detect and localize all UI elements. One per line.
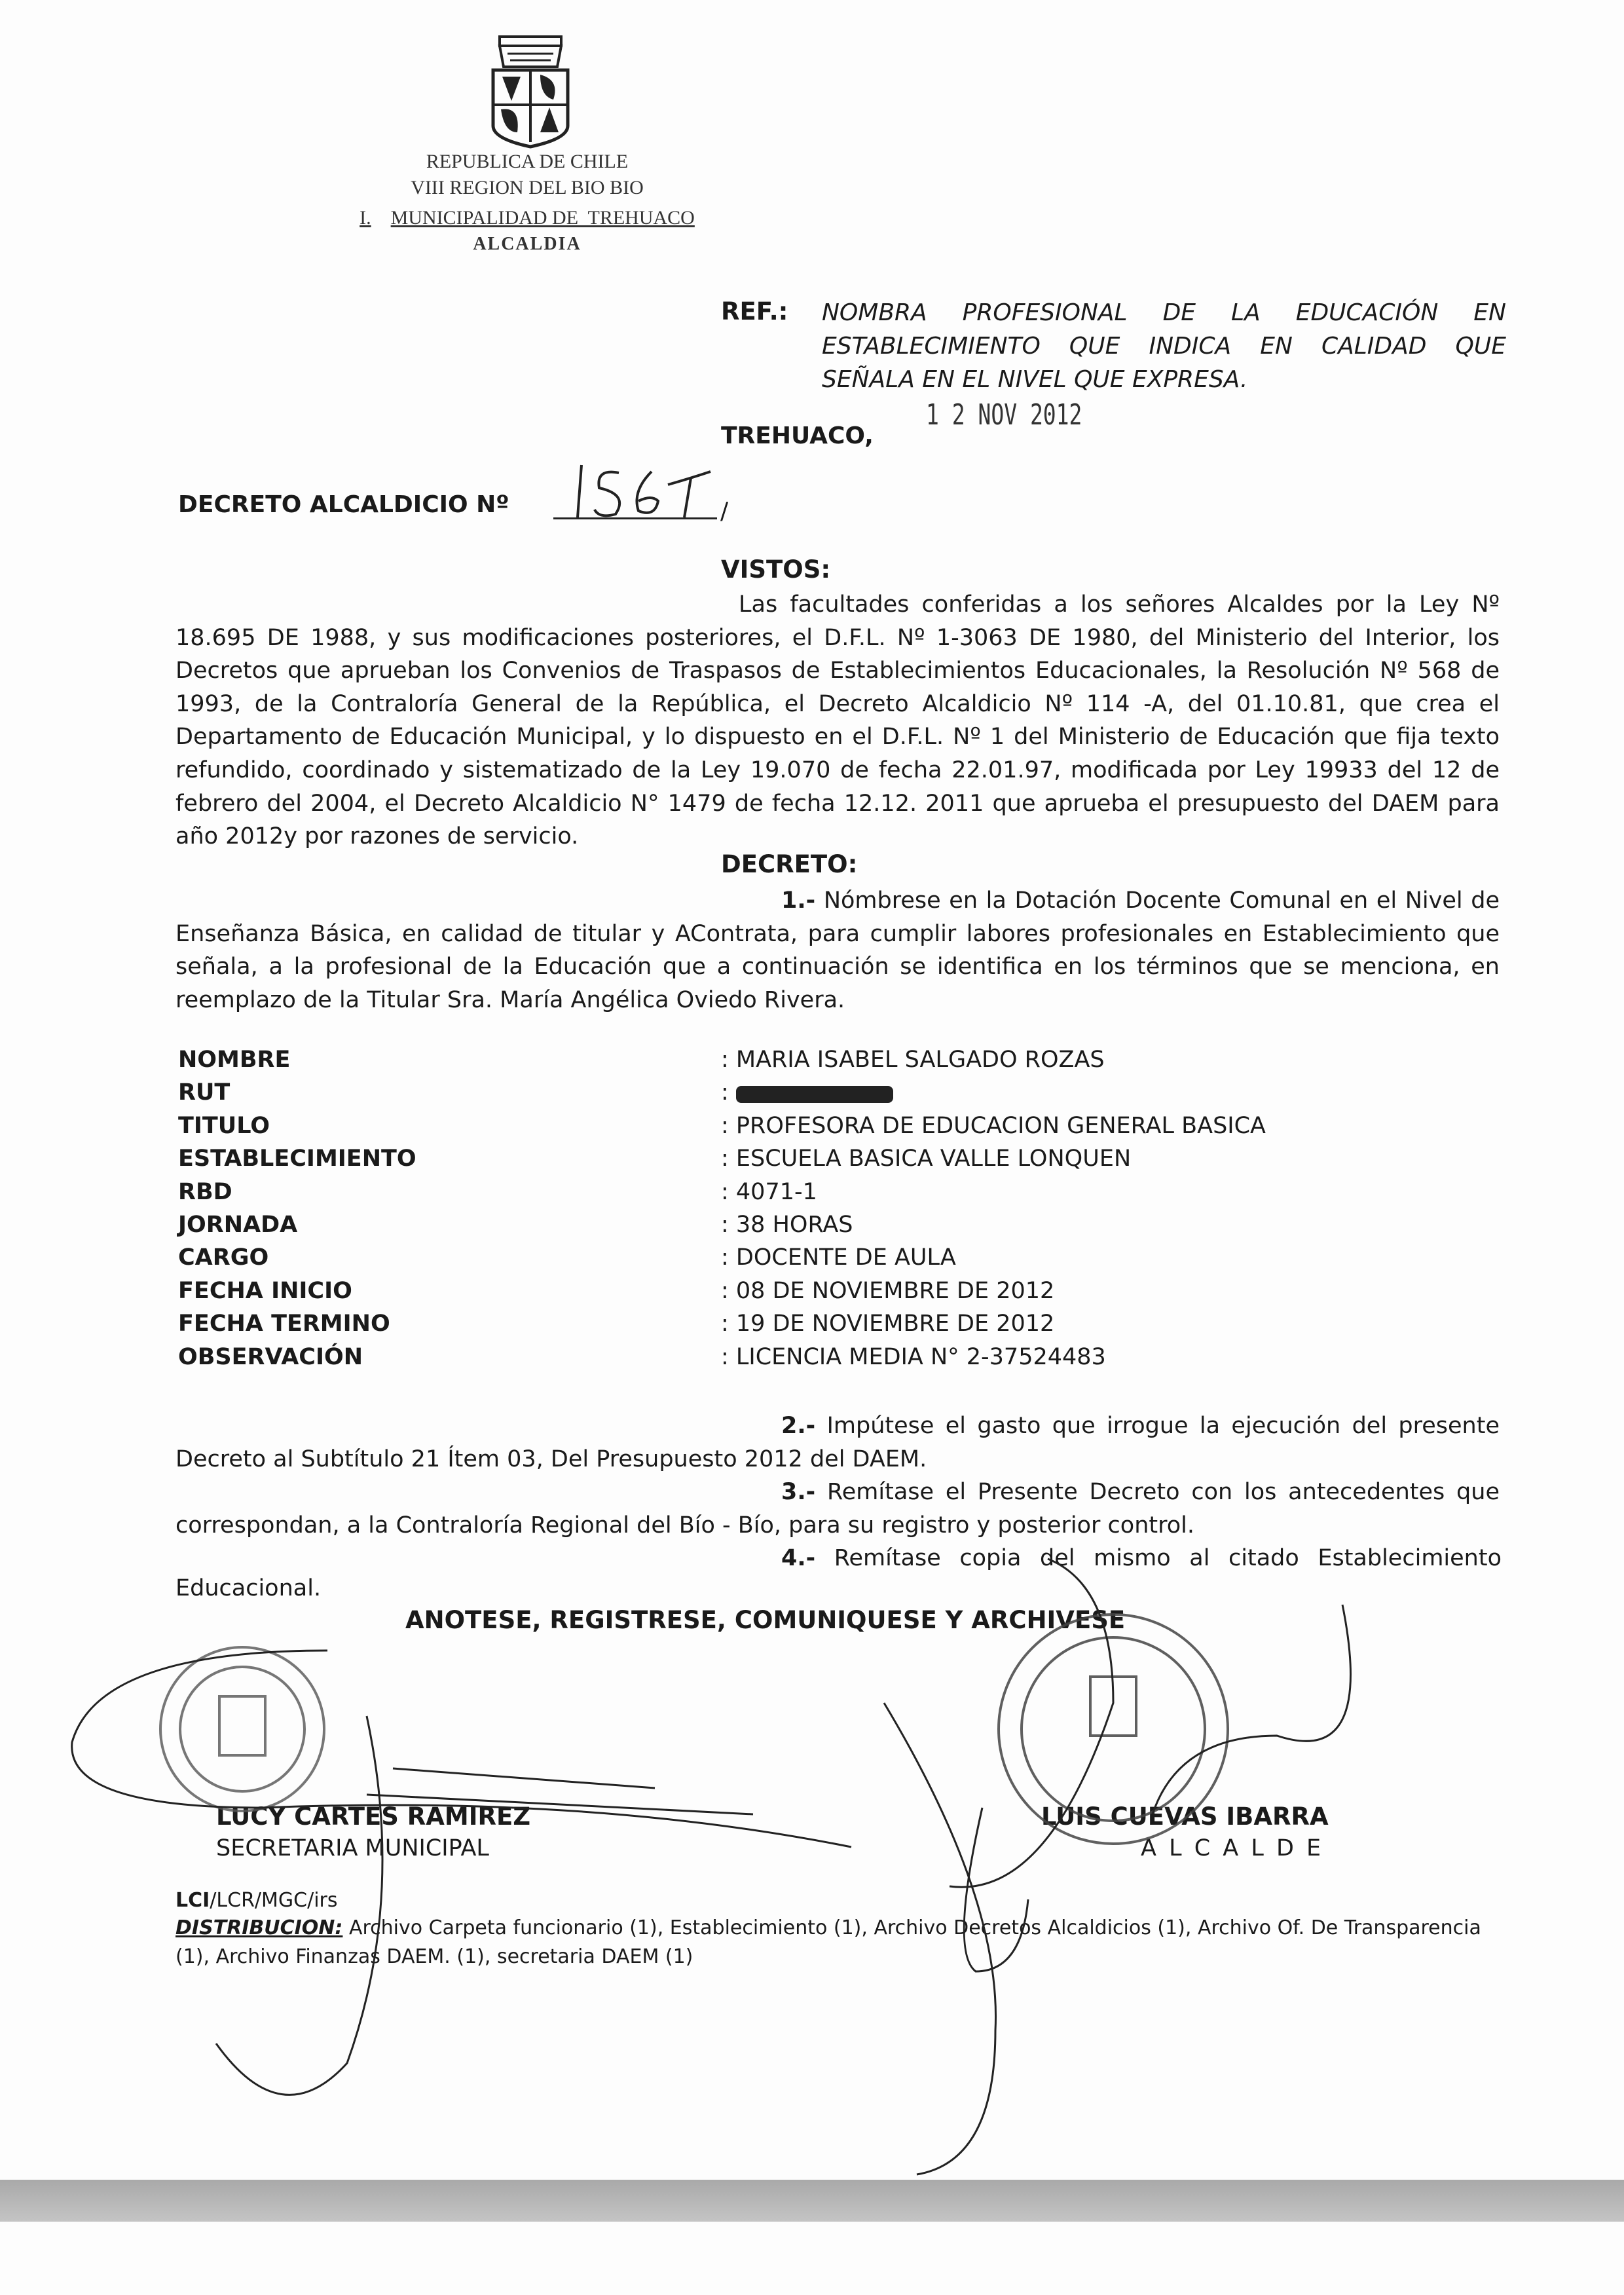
detail-row	[178, 1179, 1553, 1212]
header-municipality-name: MUNICIPALIDAD DE TREHUACO	[390, 207, 695, 229]
header-republic: REPUBLICA DE CHILE	[426, 151, 629, 172]
header-alcaldia: ALCALDIA	[473, 234, 581, 254]
secretary-signature	[72, 1651, 851, 2095]
detail-value: : DOCENTE DE AULA	[721, 1244, 956, 1271]
detail-value: : 08 DE NOVIEMBRE DE 2012	[721, 1277, 1055, 1304]
decreto-item-1	[175, 884, 1500, 1017]
detail-label: TITULO	[178, 1112, 270, 1139]
mayor-name: LUIS CUEVAS IBARRA	[1041, 1802, 1329, 1831]
ref-label: REF.:	[721, 297, 788, 326]
detail-value: : 38 HORAS	[721, 1212, 853, 1238]
header-municipality	[331, 207, 724, 229]
distribution-text: Archivo Carpeta funcionario (1), Establecimiento (1), Archivo Decretos Alcaldicios (1), Archivo Of. De Transparencia (1), Archivo Finanzas DAEM. (1), secretaria DAEM (1)	[175, 1916, 1481, 1968]
detail-row	[178, 1212, 1553, 1244]
distribution	[175, 1914, 1505, 1971]
detail-row	[178, 1113, 1553, 1146]
mayor-signature	[884, 1559, 1351, 2174]
detail-label: RBD	[178, 1178, 232, 1205]
detail-label: ESTABLECIMIENTO	[178, 1146, 416, 1172]
detail-value: : PROFESORA DE EDUCACION GENERAL BASICA	[721, 1112, 1266, 1139]
detail-row	[178, 1311, 1553, 1343]
detail-value: : 19 DE NOVIEMBRE DE 2012	[721, 1311, 1055, 1337]
date-stamp: 1 2 NOV 2012	[926, 398, 1082, 432]
item-1-text: Nómbrese en la Dotación Docente Comunal en el Nivel de Enseñanza Básica, en calidad de titular y AContrata, para cumplir labores profesionales en Establecimiento que señala, a la profesional de la Educación que a continuación se identifica en los términos que se menciona, en reemplazo de la Titular Sra. María Angélica Oviedo Rivera.	[175, 887, 1500, 1013]
detail-label: RUT	[178, 1079, 231, 1106]
item-2-number: 2.-	[781, 1413, 816, 1439]
detail-label: NOMBRE	[178, 1047, 291, 1073]
decreto-item-4-cont: Educacional.	[175, 1575, 322, 1601]
ref-line-2: ESTABLECIMIENTO QUE INDICA EN CALIDAD QUE	[822, 333, 1506, 360]
item-1-number: 1.-	[781, 887, 816, 914]
detail-label: OBSERVACIÓN	[178, 1343, 363, 1370]
initials-rest: /LCR/MGC/irs	[210, 1889, 338, 1912]
vistos-heading: VISTOS:	[721, 555, 831, 584]
item-2-text: Impútese el gasto que irrogue la ejecución del presente Decreto al Subtítulo 21 Ítem 03, Del Presupuesto 2012 del DAEM.	[175, 1413, 1500, 1472]
initials-bold: LCI	[175, 1889, 210, 1912]
detail-row	[178, 1344, 1553, 1377]
secretary-title: SECRETARIA MUNICIPAL	[216, 1835, 489, 1861]
decreto-heading: DECRETO:	[721, 850, 858, 878]
detail-row	[178, 1278, 1553, 1311]
detail-row	[178, 1079, 1553, 1112]
detail-value: : ESCUELA BASICA VALLE LONQUEN	[721, 1146, 1132, 1172]
secretary-name: LUCY CARTES RAMIREZ	[216, 1802, 531, 1831]
decree-label: DECRETO ALCALDICIO Nº	[178, 491, 509, 518]
item-4-text: Remítase copia del mismo al citado Establecimiento	[834, 1545, 1502, 1571]
item-3-number: 3.-	[781, 1479, 816, 1505]
secretary-stamp	[160, 1647, 324, 1811]
detail-label: CARGO	[178, 1244, 269, 1271]
detail-label: FECHA TERMINO	[178, 1311, 390, 1337]
decreto-item-4	[781, 1542, 1502, 1575]
mayor-title: A L C A L D E	[1141, 1835, 1324, 1861]
header-region: VIII REGION DEL BIO BIO	[411, 177, 644, 198]
detail-row	[178, 1244, 1553, 1277]
detail-value: : MARIA ISABEL SALGADO ROZAS	[721, 1047, 1105, 1073]
decree-slash: /	[720, 498, 729, 525]
ref-line-3: SEÑALA EN EL NIVEL QUE EXPRESA.	[822, 366, 1248, 393]
coat-of-arms-logo	[488, 34, 573, 149]
ref-line-1: NOMBRA PROFESIONAL DE LA EDUCACIÓN EN	[822, 299, 1506, 326]
detail-label: JORNADA	[178, 1212, 298, 1238]
detail-value: : 4071-1	[721, 1178, 817, 1205]
scan-edge-bar	[0, 2180, 1624, 2222]
decreto-item-3	[175, 1476, 1500, 1542]
decreto-item-2	[175, 1409, 1500, 1476]
place-label: TREHUACO,	[721, 422, 874, 449]
detail-label: FECHA INICIO	[178, 1277, 352, 1304]
handwritten-decree-number	[570, 458, 727, 524]
redacted-rut	[736, 1086, 893, 1103]
detail-row	[178, 1047, 1553, 1079]
detail-value: : LICENCIA MEDIA N° 2-37524483	[721, 1343, 1106, 1370]
detail-row	[178, 1146, 1553, 1178]
vistos-text: Las facultades conferidas a los señores Alcaldes por la Ley Nº 18.695 DE 1988, y sus modificaciones posteriores, el D.F.L. Nº 1-3063 DE 1980, del Ministerio del Interior, los Decretos que aprueban los Convenios de Traspasos de Establecimientos Educacionales, la Resolución Nº 568 de 1993, de la Contraloría General de la República, el Decreto Alcaldicio Nº 114 -A, del 01.10.81, que crea el Departamento de Educación Municipal, y lo dispuesto en el D.F.L. Nº 1 del Ministerio de Educación que fija texto refundido, coordinado y sistematizado de la Ley 19.070 de fecha 22.01.97, modificada por Ley 19933 del 12 de febrero del 2004, el Decreto Alcaldicio N° 1479 de fecha 12.12. 2011 que aprueba el presupuesto del DAEM para año 2012y por razones de servicio.	[175, 591, 1500, 850]
closing-formula: ANOTESE, REGISTRESE, COMUNIQUESE Y ARCHIVESE	[405, 1606, 1126, 1634]
item-4-number: 4.-	[781, 1545, 816, 1571]
header-prefix: I.	[360, 207, 371, 229]
item-3-text: Remítase el Presente Decreto con los antecedentes que correspondan, a la Contraloría Regional del Bío - Bío, para su registro y posterior control.	[175, 1479, 1500, 1539]
distribution-label: DISTRIBUCION:	[175, 1916, 343, 1939]
detail-value: :	[721, 1079, 729, 1106]
initials	[175, 1889, 338, 1912]
